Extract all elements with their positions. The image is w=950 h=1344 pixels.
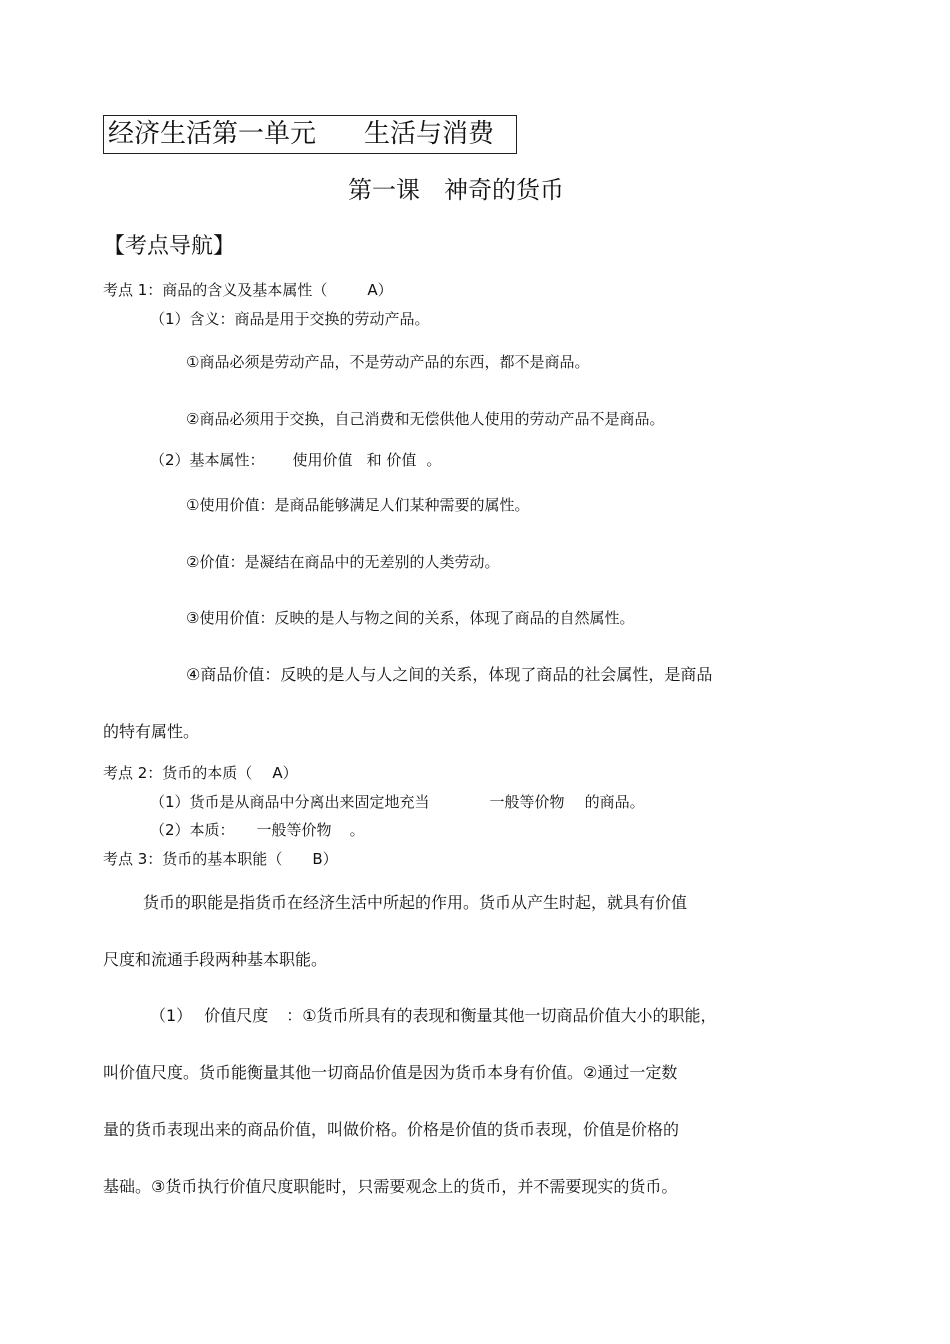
kp1-attributes <box>150 449 441 471</box>
unit-title-part2: 生活与消费 <box>364 119 495 149</box>
kp2-line1-a: （1）货币是从商品中分离出来固定地充当 <box>150 793 430 811</box>
kp1-attr-value: 和 价值 <box>366 451 417 469</box>
kp1-attr-point4-line2: 的特有属性。 <box>103 722 200 741</box>
kp1-point2: ②商品必须用于交换，自己消费和无偿供他人使用的劳动产品不是商品。 <box>186 410 665 428</box>
kp1-heading <box>103 279 393 301</box>
kp3-para2-line4: 基础。③货币执行价值尺度职能时，只需要观念上的货币，并不需要现实的货币。 <box>103 1177 678 1196</box>
kp2-line2 <box>150 819 365 841</box>
kp3-para1-line1: 货币的职能是指货币在经济生活中所起的作用。货币从产生时起，就具有价值 <box>143 893 688 912</box>
kp1-attr-label: （2）基本属性： <box>150 451 265 469</box>
kp1-attr-point2: ②价值：是凝结在商品中的无差别的人类劳动。 <box>186 553 500 571</box>
lesson-title <box>348 175 564 205</box>
kp1-level: A） <box>367 281 393 299</box>
kp2-line2-b: 一般等价物 <box>256 821 332 839</box>
kp3-para2-line3: 量的货币表现出来的商品价值，叫做价格。价格是价值的货币表现，价值是价格的 <box>103 1120 680 1139</box>
kp2-label: 考点 2：货币的本质（ <box>103 764 253 782</box>
section-heading: 【考点导航】 <box>103 234 236 259</box>
lesson-title-part2: 神奇的货币 <box>444 176 564 204</box>
kp1-attr-point1: ①使用价值：是商品能够满足人们某种需要的属性。 <box>186 496 530 514</box>
kp1-attr-end: 。 <box>426 451 442 469</box>
unit-title-box <box>103 115 517 154</box>
kp2-line1-b: 一般等价物 <box>489 793 565 811</box>
kp3-label: 考点 3：货币的基本职能（ <box>103 850 283 868</box>
kp3-para2-line2: 叫价值尺度。货币能衡量其他一切商品价值是因为货币本身有价值。②通过一定数 <box>103 1063 678 1082</box>
kp2-level: A） <box>272 764 298 782</box>
kp2-line1-c: 的商品。 <box>584 793 645 811</box>
kp3-para2-number: （1） <box>150 1006 193 1025</box>
kp2-heading <box>103 762 298 784</box>
kp1-attr-point3: ③使用价值：反映的是人与物之间的关系，体现了商品的自然属性。 <box>186 609 635 627</box>
kp3-para2-line1 <box>150 1005 717 1027</box>
kp1-attr-point4-line1: ④商品价值：反映的是人与人之间的关系，体现了商品的社会属性，是商品 <box>186 665 713 684</box>
kp1-definition: （1）含义：商品是用于交换的劳动产品。 <box>150 310 430 328</box>
unit-title-part1: 经济生活第一单元 <box>108 119 317 149</box>
lesson-title-part1: 第一课 <box>348 176 420 204</box>
kp1-point1: ①商品必须是劳动产品，不是劳动产品的东西，都不是商品。 <box>186 353 590 371</box>
kp1-label: 考点 1：商品的含义及基本属性（ <box>103 281 328 299</box>
kp3-level: B） <box>312 850 338 868</box>
kp3-heading <box>103 848 338 870</box>
kp2-line1 <box>150 791 645 813</box>
kp2-line2-c: 。 <box>349 821 365 839</box>
kp1-attr-use-value: 使用价值 <box>292 451 353 469</box>
kp3-para2-text: ：①货币所具有的表现和衡量其他一切商品价值大小的职能， <box>286 1006 717 1025</box>
kp2-line2-a: （2）本质： <box>150 821 235 839</box>
kp3-para1-line2: 尺度和流通手段两种基本职能。 <box>103 950 328 969</box>
unit-title <box>108 118 494 150</box>
kp3-para2-term: 价值尺度 <box>204 1006 269 1025</box>
